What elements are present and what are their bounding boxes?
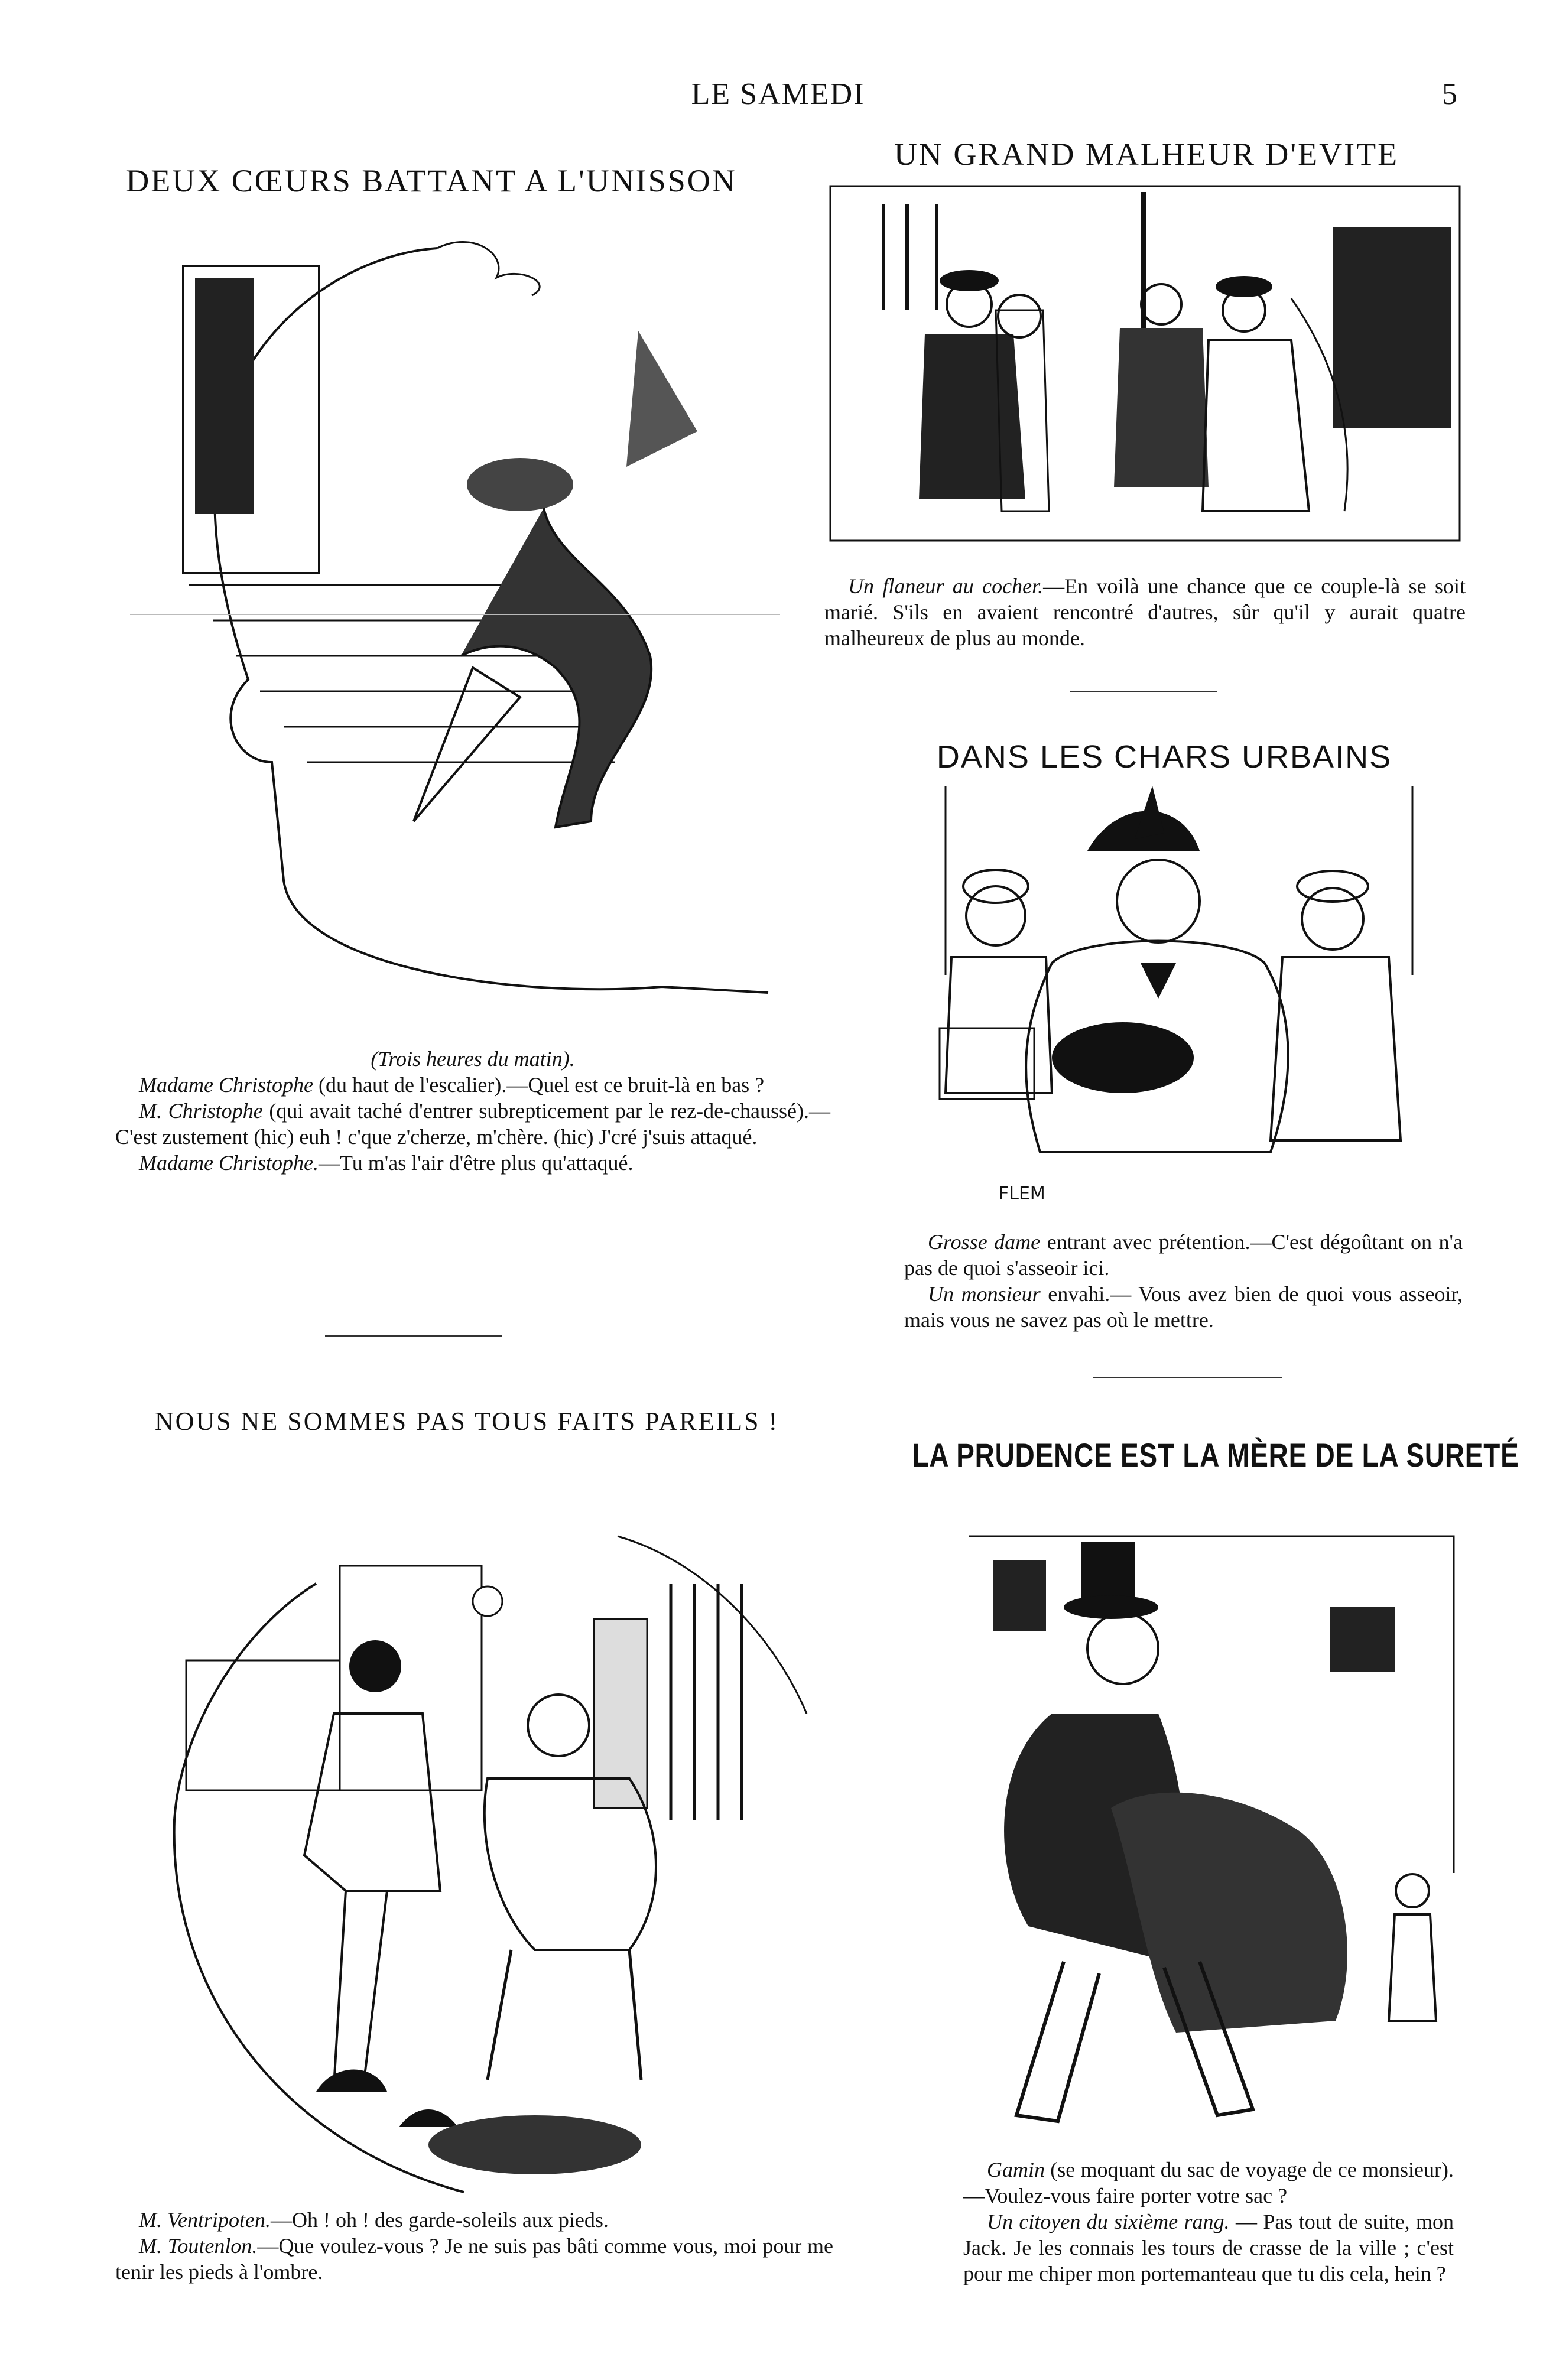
- dialogue-line: M. Toutenlon.—Que voulez-vous ? Je ne suis pas bâti comme vous, moi pour me tenir les pieds à l'ombre.: [115, 2234, 833, 2284]
- caption-prudence: [963, 2157, 1454, 2287]
- dialogue-line: Gamin (se moquant du sac de voyage de ce monsieur).—Voulez-vous faire porter votre sac ?: [963, 2158, 1454, 2207]
- page-number: 5: [1442, 77, 1457, 111]
- cartoon-title-pareils: NOUS NE SOMMES PAS TOUS FAITS PAREILS !: [154, 1407, 779, 1436]
- cartoon-title-prudence: LA PRUDENCE EST LA MÈRE DE LA SURETÉ: [912, 1436, 1519, 1474]
- caption-subtitle: (Trois heures du matin).: [371, 1047, 575, 1071]
- cartoon-title-chars: DANS LES CHARS URBAINS: [936, 739, 1392, 775]
- illustration-streetcar: [904, 786, 1451, 1235]
- dialogue-line: Madame Christophe (du haut de l'escalier).—Quel est ce bruit-là en bas ?: [139, 1073, 765, 1097]
- dialogue-line: M. Ventripoten.—Oh ! oh ! des garde-soleils aux pieds.: [139, 2208, 609, 2232]
- dialogue-line: Grosse dame entrant avec prétention.—C'est dégoûtant on n'a pas de quoi s'asseoir ici.: [904, 1230, 1463, 1280]
- caption-chars: [904, 1229, 1463, 1333]
- cartoon-title-unisson: DEUX CŒURS BATTANT A L'UNISSON: [126, 163, 737, 199]
- caption-malheur: [824, 573, 1466, 651]
- illustration-wedding-couple: [824, 180, 1466, 547]
- dialogue-line: Un citoyen du sixième rang. — Pas tout de suite, mon Jack. Je les connais les tours de crasse de la ville ; c'est pour me chiper mon portemanteau que tu dis cela, hein ?: [963, 2210, 1454, 2285]
- artist-signature: FLEM: [999, 1184, 1045, 1204]
- dialogue-line: Madame Christophe.—Tu m'as l'air d'être plus qu'attaqué.: [139, 1151, 634, 1175]
- illustration-traveller-bag: [922, 1513, 1460, 2145]
- dialogue-line: Un monsieur envahi.— Vous avez bien de quoi vous asseoir, mais vous ne savez pas où le mettre.: [904, 1282, 1463, 1332]
- illustration-staircase: [106, 230, 780, 1010]
- caption-pareils: [115, 2207, 833, 2285]
- dialogue-line: Un flaneur au cocher.—En voilà une chance que ce couple-là se soit marié. S'ils en avaient rencontré d'autres, sûr qu'il y aurait quatre malheureux de plus au monde.: [824, 574, 1466, 650]
- cartoon-title-malheur: UN GRAND MALHEUR D'EVITE: [894, 136, 1399, 172]
- divider: [1093, 1377, 1282, 1378]
- divider: [1070, 691, 1217, 692]
- caption-unisson: [115, 1046, 830, 1176]
- illustration-parasol-feet: [109, 1465, 839, 2222]
- divider: [325, 1335, 502, 1337]
- newspaper-title: LE SAMEDI: [691, 77, 865, 111]
- dialogue-line: M. Christophe (qui avait taché d'entrer subrepticement par le rez-de-chaussé).—C'est zustement (hic) euh ! c'que z'cherze, m'chère. (hic) J'cré j'suis attaqué.: [115, 1099, 830, 1149]
